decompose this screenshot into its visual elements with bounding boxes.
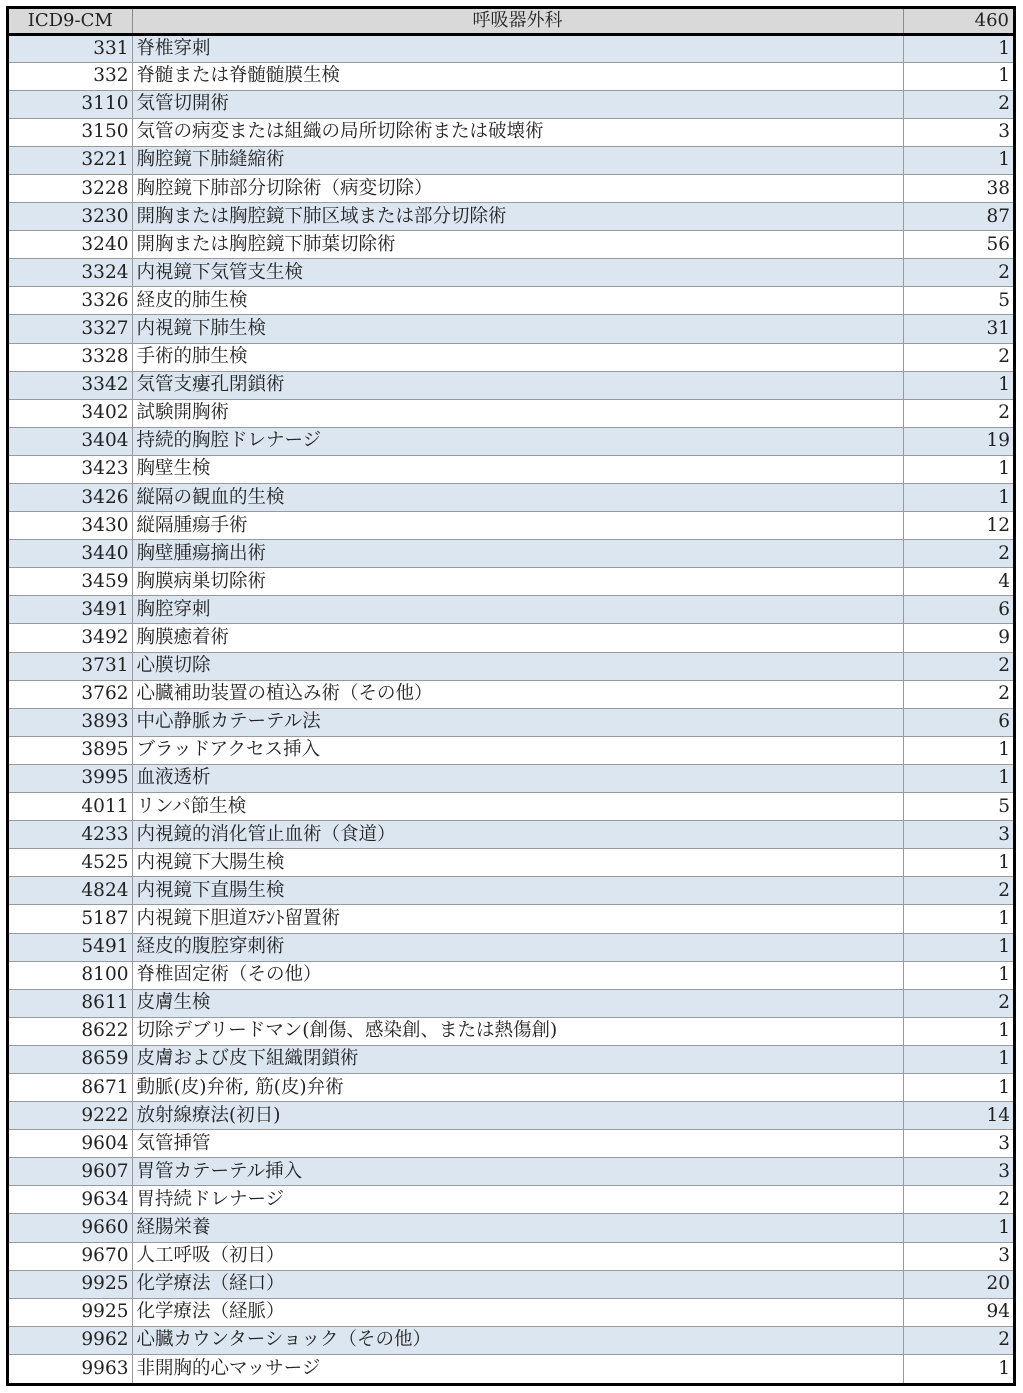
count-cell: 1: [903, 736, 1013, 764]
table-row: [9, 1270, 1013, 1298]
count-cell: 2: [903, 259, 1013, 287]
code-cell: 3430: [9, 512, 132, 540]
code-cell: 9607: [9, 1158, 132, 1186]
count-cell: 6: [903, 708, 1013, 736]
count-cell: 2: [903, 989, 1013, 1017]
code-cell: 332: [9, 62, 132, 90]
procedure-name-cell: 放射線療法(初日): [132, 1102, 903, 1130]
code-cell: 8622: [9, 1017, 132, 1045]
code-cell: 3342: [9, 371, 132, 399]
code-cell: 4011: [9, 793, 132, 821]
code-cell: 3402: [9, 399, 132, 427]
procedure-name-cell: 切除デブリードマン(創傷、感染創、または熱傷創): [132, 1017, 903, 1045]
table-row: [9, 174, 1013, 202]
table-row: [9, 315, 1013, 343]
table-row: [9, 484, 1013, 512]
count-cell: 1: [903, 849, 1013, 877]
count-cell: 1: [903, 933, 1013, 961]
count-cell: 2: [903, 1186, 1013, 1214]
count-cell: 94: [903, 1298, 1013, 1326]
procedure-name-cell: 化学療法（経脈）: [132, 1298, 903, 1326]
procedure-name-cell: 持続的胸腔ドレナージ: [132, 427, 903, 455]
code-cell: 3326: [9, 287, 132, 315]
table-row: [9, 455, 1013, 483]
code-cell: 3426: [9, 484, 132, 512]
code-cell: 3228: [9, 174, 132, 202]
table-row: [9, 90, 1013, 118]
code-cell: 9963: [9, 1354, 132, 1382]
procedure-name-cell: 心臓カウンターショック（その他）: [132, 1326, 903, 1354]
procedure-name-cell: 動脈(皮)弁術, 筋(皮)弁術: [132, 1073, 903, 1101]
count-cell: 14: [903, 1102, 1013, 1130]
code-cell: 3404: [9, 427, 132, 455]
table-row: [9, 568, 1013, 596]
procedure-count-sheet: [6, 6, 1016, 1386]
procedure-name-cell: 胸腔鏡下肺縫縮術: [132, 146, 903, 174]
header-code: ICD9-CM: [9, 9, 132, 34]
count-cell: 1: [903, 1017, 1013, 1045]
header-row: [9, 9, 1013, 34]
procedure-name-cell: リンパ節生検: [132, 793, 903, 821]
count-cell: 2: [903, 680, 1013, 708]
table-row: [9, 1158, 1013, 1186]
procedure-name-cell: 皮膚生検: [132, 989, 903, 1017]
count-cell: 1: [903, 764, 1013, 792]
procedure-name-cell: 気管挿管: [132, 1130, 903, 1158]
procedure-name-cell: 手術的肺生検: [132, 343, 903, 371]
table-row: [9, 1186, 1013, 1214]
code-cell: 9634: [9, 1186, 132, 1214]
table-row: [9, 1298, 1013, 1326]
procedure-name-cell: 経皮的腹腔穿刺術: [132, 933, 903, 961]
count-cell: 1: [903, 1214, 1013, 1242]
table-row: [9, 821, 1013, 849]
procedure-name-cell: 胸腔鏡下肺部分切除術（病変切除）: [132, 174, 903, 202]
table-header: [9, 9, 1013, 34]
procedure-name-cell: 化学療法（経口）: [132, 1270, 903, 1298]
table-row: [9, 736, 1013, 764]
procedure-name-cell: 人工呼吸（初日）: [132, 1242, 903, 1270]
count-cell: 3: [903, 1242, 1013, 1270]
code-cell: 8659: [9, 1045, 132, 1073]
table-row: [9, 118, 1013, 146]
code-cell: 5491: [9, 933, 132, 961]
count-cell: 3: [903, 1130, 1013, 1158]
procedure-table: [9, 9, 1013, 1383]
table-row: [9, 1017, 1013, 1045]
table-row: [9, 961, 1013, 989]
header-department: 呼吸器外科: [132, 9, 903, 34]
procedure-name-cell: 心臓補助装置の植込み術（その他）: [132, 680, 903, 708]
count-cell: 2: [903, 343, 1013, 371]
count-cell: 1: [998, 1357, 1010, 1379]
procedure-name-cell: 気管支瘻孔閉鎖術: [132, 371, 903, 399]
procedure-name-cell: 胸壁生検: [132, 455, 903, 483]
count-cell: 3: [903, 821, 1013, 849]
table-row: [9, 371, 1013, 399]
procedure-name-cell: 内視鏡下気管支生検: [132, 259, 903, 287]
procedure-name-cell: 胸壁腫瘍摘出術: [132, 540, 903, 568]
code-cell: 331: [9, 34, 132, 62]
code-cell: 9925: [9, 1298, 132, 1326]
table-row: [9, 1045, 1013, 1073]
code-cell: 4233: [9, 821, 132, 849]
code-cell: 8100: [9, 961, 132, 989]
table-row: [9, 427, 1013, 455]
count-cell: 1: [903, 371, 1013, 399]
table-row: [9, 203, 1013, 231]
count-cell: 2: [903, 877, 1013, 905]
code-cell: 3491: [9, 596, 132, 624]
count-cell: 31: [903, 315, 1013, 343]
code-cell: 9222: [9, 1102, 132, 1130]
table-row: [9, 1242, 1013, 1270]
code-cell: 3731: [9, 652, 132, 680]
table-row: [9, 652, 1013, 680]
procedure-name-cell: 脊椎穿刺: [132, 34, 903, 62]
procedure-name-cell: 縦隔腫瘍手術: [132, 512, 903, 540]
count-cell: 1: [903, 484, 1013, 512]
count-cell: 1: [903, 1073, 1013, 1101]
count-cell: 9: [903, 624, 1013, 652]
procedure-name-cell: 胸膜癒着術: [132, 624, 903, 652]
code-cell: 3240: [9, 231, 132, 259]
table-row: [9, 1073, 1013, 1101]
code-cell: 3995: [9, 764, 132, 792]
header-total: 460: [903, 9, 1013, 34]
code-cell: 4525: [9, 849, 132, 877]
procedure-name-cell: 気管切開術: [132, 90, 903, 118]
procedure-name-cell: 内視鏡下肺生検: [132, 315, 903, 343]
code-cell: 8671: [9, 1073, 132, 1101]
procedure-name-cell: 中心静脈カテーテル法: [132, 708, 903, 736]
procedure-name-cell: 試験開胸術: [132, 399, 903, 427]
table-row: [9, 343, 1013, 371]
count-cell: 5: [903, 793, 1013, 821]
count-cell: 4: [903, 568, 1013, 596]
count-cell: 5: [903, 287, 1013, 315]
count-cell: 1: [903, 34, 1013, 62]
code-cell: 9604: [9, 1130, 132, 1158]
count-cell: 87: [903, 203, 1013, 231]
table-row: [9, 146, 1013, 174]
count-cell: 2: [903, 652, 1013, 680]
procedure-name-cell: 血液透析: [132, 764, 903, 792]
table-body: [9, 34, 1013, 1383]
procedure-name-cell: 心膜切除: [132, 652, 903, 680]
code-cell: 3762: [9, 680, 132, 708]
count-cell: 19: [903, 427, 1013, 455]
table-row: [9, 1102, 1013, 1130]
procedure-name-cell: ブラッドアクセス挿入: [132, 736, 903, 764]
procedure-name-cell: 内視鏡下胆道ｽﾃﾝﾄ留置術: [132, 905, 903, 933]
count-cell: 1: [903, 905, 1013, 933]
procedure-name-cell: 内視鏡的消化管止血術（食道）: [132, 821, 903, 849]
table-row: [9, 680, 1013, 708]
procedure-name-cell: 経腸栄養: [132, 1214, 903, 1242]
table-row: [9, 877, 1013, 905]
table-row: [9, 596, 1013, 624]
code-cell: 4824: [9, 877, 132, 905]
count-cell: 1: [903, 961, 1013, 989]
procedure-name-cell: 胸腔穿刺: [132, 596, 903, 624]
procedure-name-cell: 皮膚および皮下組織閉鎖術: [132, 1045, 903, 1073]
table-row: [9, 1130, 1013, 1158]
count-cell: 56: [903, 231, 1013, 259]
table-row: [9, 624, 1013, 652]
table-row: [9, 708, 1013, 736]
count-cell: 6: [903, 596, 1013, 624]
count-cell: 2: [903, 90, 1013, 118]
code-cell: 9962: [9, 1326, 132, 1354]
code-cell: 3440: [9, 540, 132, 568]
table-row: [9, 933, 1013, 961]
procedure-name-cell: 内視鏡下大腸生検: [132, 849, 903, 877]
table-row: [9, 1214, 1013, 1242]
table-row: [9, 287, 1013, 315]
table-row: [9, 989, 1013, 1017]
procedure-name-cell: 脊髄または脊髄髄膜生検: [132, 62, 903, 90]
table-row: [9, 62, 1013, 90]
code-cell: 3324: [9, 259, 132, 287]
code-cell: 3423: [9, 455, 132, 483]
table-row: [9, 259, 1013, 287]
code-cell: 3221: [9, 146, 132, 174]
count-cell: 20: [903, 1270, 1013, 1298]
procedure-name-cell: 胸膜病巣切除術: [132, 568, 903, 596]
code-cell: 3150: [9, 118, 132, 146]
code-cell: 3328: [9, 343, 132, 371]
count-cell: 1: [903, 1045, 1013, 1073]
table-row: [9, 849, 1013, 877]
procedure-name-cell: 内視鏡下直腸生検: [132, 877, 903, 905]
count-cell: 2: [903, 399, 1013, 427]
table-row: [9, 34, 1013, 62]
procedure-name-cell: 胃管カテーテル挿入: [132, 1158, 903, 1186]
code-cell: 3110: [9, 90, 132, 118]
procedure-name-cell: 非開胸的心マッサージ: [132, 1354, 903, 1382]
procedure-name-cell: 開胸または胸腔鏡下肺区域または部分切除術: [132, 203, 903, 231]
count-cell: 3: [903, 1158, 1013, 1186]
procedure-name-cell: 胃持続ドレナージ: [132, 1186, 903, 1214]
count-cell: 1: [903, 146, 1013, 174]
table-row: [9, 1326, 1013, 1354]
table-row: [9, 764, 1013, 792]
count-cell: 1: [903, 62, 1013, 90]
table-row: [9, 540, 1013, 568]
code-cell: 3893: [9, 708, 132, 736]
code-cell: 8611: [9, 989, 132, 1017]
code-cell: 3327: [9, 315, 132, 343]
table-row: [9, 1354, 1013, 1382]
table-row: [9, 399, 1013, 427]
code-cell: 3230: [9, 203, 132, 231]
procedure-name-cell: 縦隔の観血的生検: [132, 484, 903, 512]
code-cell: 9660: [9, 1214, 132, 1242]
count-cell: 2: [903, 1326, 1013, 1354]
table-row: [9, 905, 1013, 933]
table-row: [9, 793, 1013, 821]
procedure-name-cell: 経皮的肺生検: [132, 287, 903, 315]
procedure-name-cell: 開胸または胸腔鏡下肺葉切除術: [132, 231, 903, 259]
count-cell: 3: [903, 118, 1013, 146]
code-cell: 9670: [9, 1242, 132, 1270]
table-row: [9, 231, 1013, 259]
count-cell: 12: [903, 512, 1013, 540]
code-cell: 5187: [9, 905, 132, 933]
code-cell: 3492: [9, 624, 132, 652]
count-cell: 1: [903, 455, 1013, 483]
code-cell: 9925: [9, 1270, 132, 1298]
table-row: [9, 512, 1013, 540]
procedure-name-cell: 気管の病変または組織の局所切除術または破壊術: [132, 118, 903, 146]
procedure-name-cell: 脊椎固定術（その他）: [132, 961, 903, 989]
code-cell: 3895: [9, 736, 132, 764]
code-cell: 3459: [9, 568, 132, 596]
count-cell: 2: [903, 540, 1013, 568]
count-cell: 38: [903, 174, 1013, 202]
